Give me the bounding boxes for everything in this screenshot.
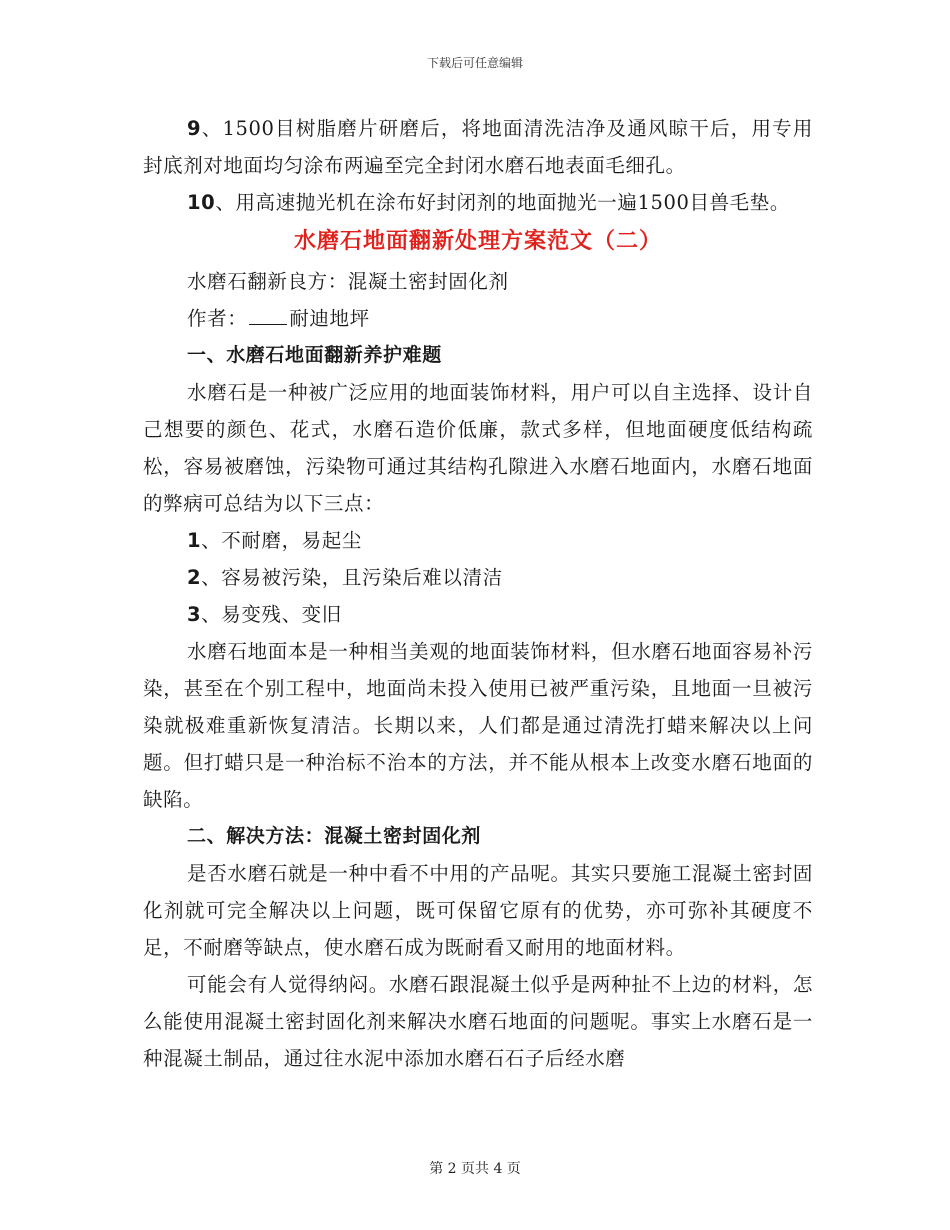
- list-item-1: [143, 522, 813, 559]
- author-line: [143, 300, 813, 337]
- list-item-10: [143, 184, 813, 221]
- item-number: 2: [187, 566, 202, 589]
- item-text: 、易变残、变旧: [201, 603, 342, 626]
- item-number: 1: [187, 529, 202, 552]
- page-header-note: 下载后可任意编辑: [426, 56, 523, 70]
- section-heading-1: 一、水磨石地面翻新养护难题: [187, 344, 442, 366]
- author-label: 作者：: [187, 307, 248, 330]
- item-number: 3: [187, 603, 202, 626]
- section-heading-2: 二、解决方法：混凝土密封固化剂: [187, 825, 482, 847]
- item-number: 9: [187, 117, 202, 140]
- author-name: 耐迪地坪: [289, 307, 370, 330]
- item-text: 、容易被污染，且污染后难以清洁: [201, 566, 503, 589]
- item-text: 、不耐磨，易起尘: [201, 529, 362, 552]
- section1-paragraph: 水磨石是一种被广泛应用的地面装饰材料，用户可以自主选择、设计自己想要的颜色、花式，水磨石造价低廉，款式多样，但地面硬度低结构疏松，容易被磨蚀，污染物可通过其结构孔隙进入水磨石地面内，水磨石地面的弊病可总结为以下三点：: [143, 381, 813, 515]
- section2-paragraph-2: 可能会有人觉得纳闷。水磨石跟混凝土似乎是两种扯不上边的材料，怎么能使用混凝土密封固化剂来解决水磨石地面的问题呢。事实上水磨石是一种混凝土制品，通过往水泥中添加水磨石石子后经水磨: [143, 973, 813, 1070]
- item-text: 、用高速抛光机在涂布好封闭剂的地面抛光一遍1500目兽毛垫。: [215, 191, 790, 214]
- document-body: [143, 110, 813, 1077]
- document-title: 水磨石地面翻新处理方案范文（二）: [293, 229, 662, 254]
- list-item-2: [143, 559, 813, 596]
- section1-paragraph-2: 水磨石地面本是一种相当美观的地面装饰材料，但水磨石地面容易补污染，甚至在个别工程中，地面尚未投入使用已被严重污染，且地面一旦被污染就极难重新恢复清洁。长期以来，人们都是通过清洗打蜡来解决以上问题。但打蜡只是一种治标不治本的方法，并不能从根本上改变水磨石地面的缺陷。: [143, 640, 813, 811]
- section2-paragraph-1: 是否水磨石就是一种中看不中用的产品呢。其实只要施工混凝土密封固化剂就可完全解决以上问题，既可保留它原有的优势，亦可弥补其硬度不足，不耐磨等缺点，使水磨石成为既耐看又耐用的地面材料。: [143, 862, 813, 959]
- list-item-9: [143, 110, 813, 184]
- item-text: 、1500目树脂磨片研磨后，将地面清洗洁净及通风晾干后，用专用封底剂对地面均匀涂布两遍至完全封闭水磨石地表面毛细孔。: [143, 117, 813, 177]
- page-footer: 第 2 页共 4 页: [429, 1161, 521, 1177]
- subtitle: 水磨石翻新良方：混凝土密封固化剂: [187, 270, 509, 293]
- list-item-3: [143, 596, 813, 633]
- item-number: 10: [187, 191, 216, 214]
- author-blank: [249, 306, 287, 325]
